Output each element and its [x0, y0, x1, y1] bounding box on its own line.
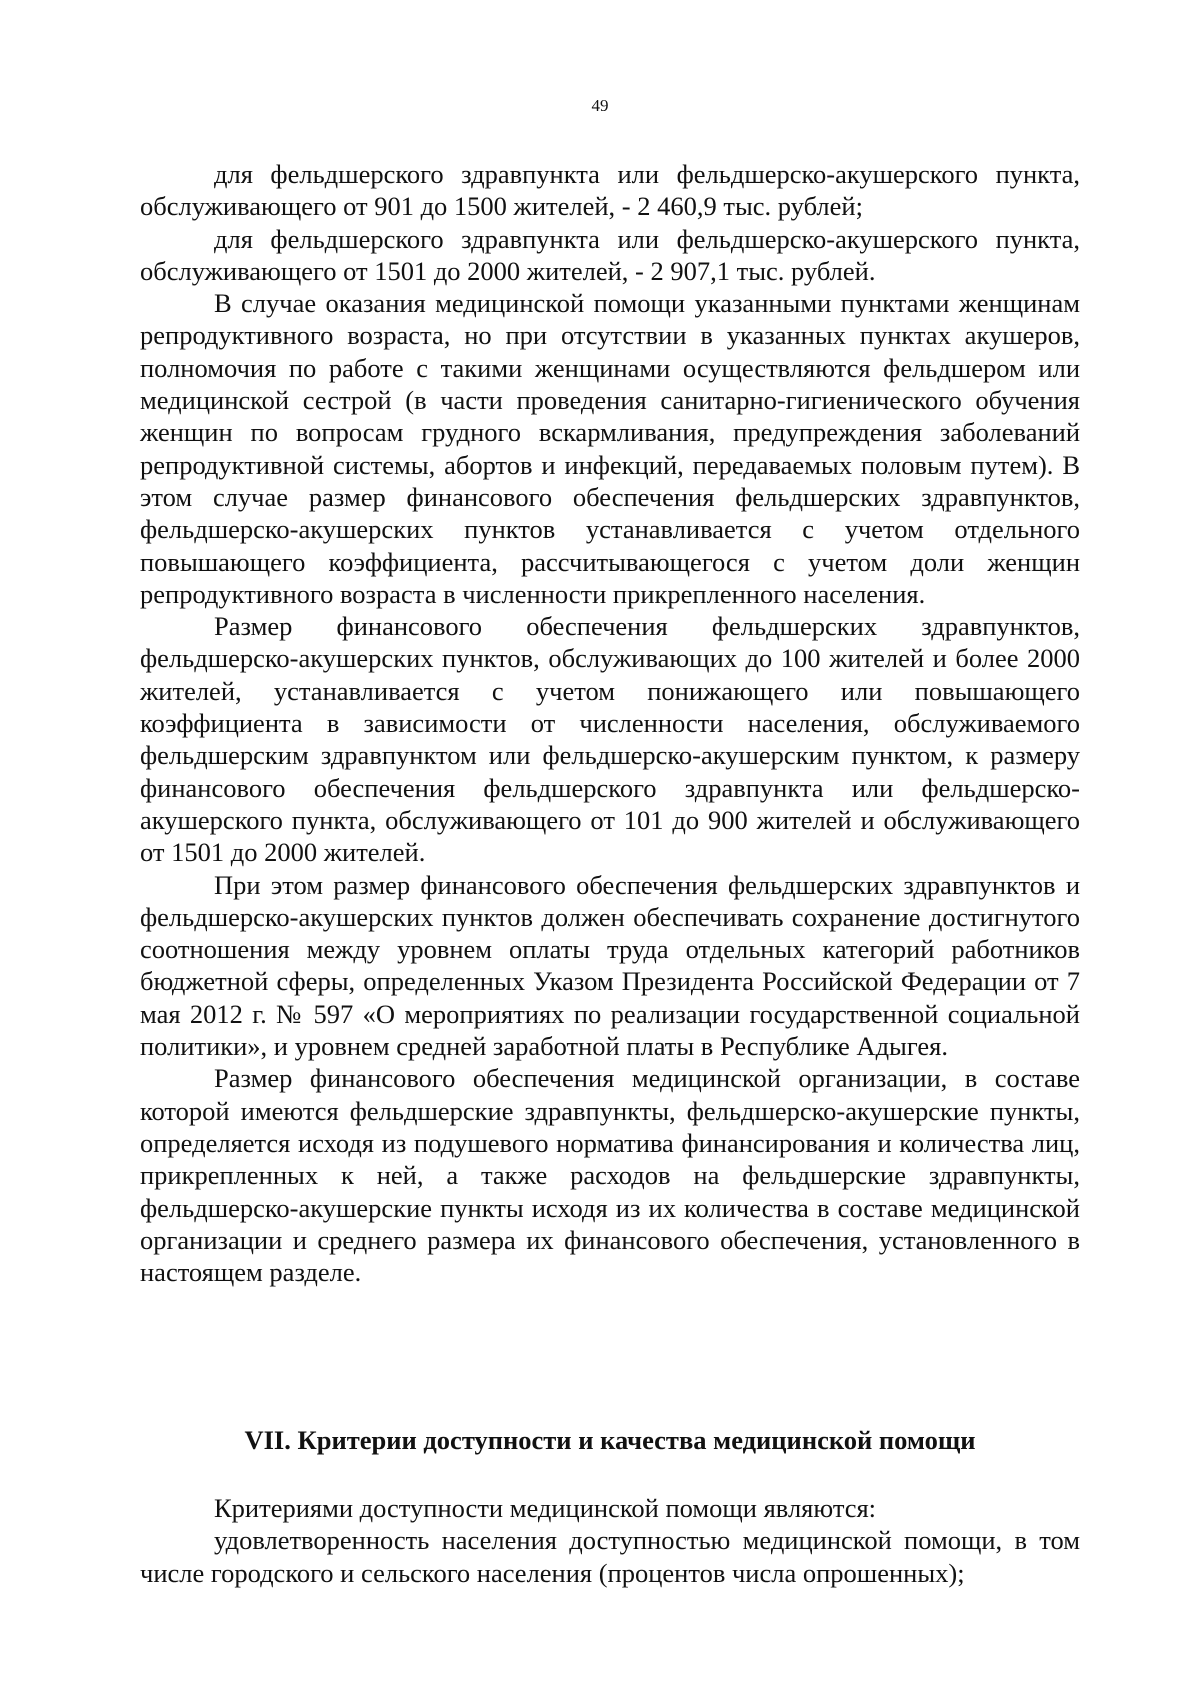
paragraph-salary-ratio: При этом размер финансового обеспечения фельдшерских здравпунктов и фельдшерско-акушерских пунктов должен обеспечивать сохранение достигнутого соотношения между уровнем оплаты труда отдельных категорий работников бюджетной сферы, определенных Указом Президента Российской Федерации от 7 мая 2012 г. № 597 «О мероприятиях по реализации государственной социальной политики», и уровнем средней заработной платы в Республике Адыгея. [140, 869, 1080, 1062]
document-body [140, 158, 1080, 1288]
paragraph-reproductive-age-women: В случае оказания медицинской помощи указанными пунктами женщинам репродуктивного возраста, но при отсутствии в указанных пунктах акушеров, полномочия по работе с такими женщинами осуществляются фельдшером или медицинской сестрой (в части проведения санитарно-гигиенического обучения женщин по вопросам грудного вскармливания, предупреждения заболеваний репродуктивной системы, абортов и инфекций, передаваемых половым путем). В этом случае размер финансового обеспечения фельдшерских здравпунктов, фельдшерско-акушерских пунктов устанавливается с учетом отдельного повышающего коэффициента, рассчитывающегося с учетом доли женщин репродуктивного возраста в численности прикрепленного населения. [140, 288, 1080, 609]
page-number: 49 [591, 96, 609, 115]
section-heading: VII. Критерии доступности и качества медицинской помощи [244, 1425, 976, 1455]
criteria-intro: Критериями доступности медицинской помощи являются: [214, 1493, 877, 1523]
paragraph-feldsher-1501-2000: для фельдшерского здравпункта или фельдшерско-акушерского пункта, обслуживающего от 1501 до 2000 жителей, - 2 907,1 тыс. рублей. [140, 223, 1080, 286]
paragraph-financing-coefficient: Размер финансового обеспечения фельдшерских здравпунктов, фельдшерско-акушерских пунктов, обслуживающих до 100 жителей и более 2000 жителей, устанавливается с учетом понижающего или повышающего коэффициента в зависимости от численности населения, обслуживаемого фельдшерским здравпунктом или фельдшерско-акушерским пунктом, к размеру финансового обеспечения фельдшерского здравпункта или фельдшерско-акушерского пункта, обслуживающего от 101 до 900 жителей и обслуживающего от 1501 до 2000 жителей. [140, 611, 1080, 868]
criteria-item-satisfaction: удовлетворенность населения доступностью медицинской помощи, в том числе городского и сельского населения (процентов числа опрошенных); [140, 1525, 1080, 1588]
paragraph-organization-financing: Размер финансового обеспечения медицинской организации, в составе которой имеются фельдшерские здравпункты, фельдшерско-акушерские пункты, определяется исходя из подушевого норматива финансирования и количества лиц, прикрепленных к ней, а также расходов на фельдшерские здравпункты, фельдшерско-акушерские пункты исходя из их количества в составе медицинской организации и среднего размера их финансового обеспечения, установленного в настоящем разделе. [140, 1063, 1080, 1288]
paragraph-feldsher-901-1500: для фельдшерского здравпункта или фельдшерско-акушерского пункта, обслуживающего от 901 до 1500 жителей, - 2 460,9 тыс. рублей; [140, 159, 1080, 222]
criteria-section-body [140, 1492, 1080, 1589]
